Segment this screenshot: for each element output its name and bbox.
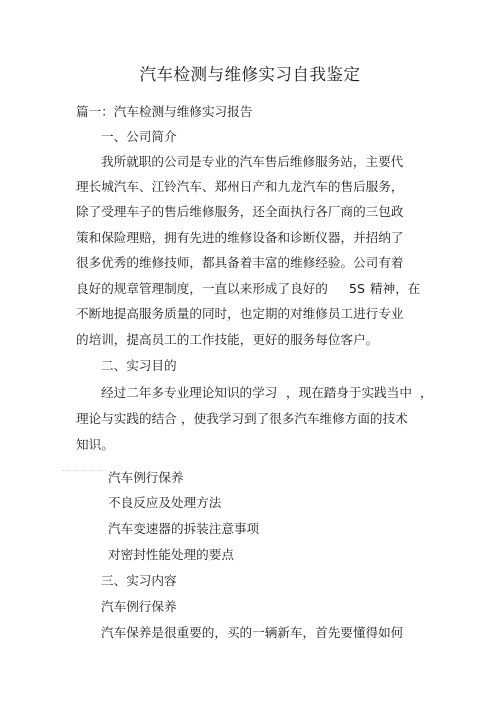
paragraph-term: 5S xyxy=(349,281,365,296)
heading-purpose: 二、实习目的 xyxy=(101,358,177,373)
divider xyxy=(62,470,106,471)
paragraph-line: 理论与实践的结合 xyxy=(76,411,177,426)
topic-item: 汽车例行保养 xyxy=(108,470,184,485)
subheading: 汽车例行保养 xyxy=(101,599,177,614)
paragraph-line: ， xyxy=(420,385,433,400)
paragraph-line: ，现在踏身于实践当中 xyxy=(286,385,412,400)
paragraph-line: 经过二年多专业理论知识的学习 xyxy=(101,385,278,400)
paragraph-line: 很多优秀的维修技师，都具备着丰富的维修经验。公司有着 xyxy=(76,255,404,270)
paragraph-line: 知识。 xyxy=(76,437,114,452)
paragraph-line: 理长城汽车、江铃汽车、郑州日产和九龙汽车的售后服务， xyxy=(76,179,404,194)
paragraph-line: 除了受理车子的售后维修服务，还全面执行各厂商的三包政 xyxy=(76,204,404,219)
paragraph-line: 精神，在 xyxy=(370,281,421,296)
paragraph-line: 不断地提高服务质量的同时，也定期的对维修员工进行专业 xyxy=(76,306,404,321)
paragraph-line: 汽车保养是很重要的，买的一辆新车，首先要懂得如何 xyxy=(101,625,404,640)
section-label: 篇一：汽车检测与维修实习报告 xyxy=(76,104,253,119)
paragraph-line: 我所就职的公司是专业的汽车售后维修服务站，主要代 xyxy=(101,154,404,169)
heading-company-intro: 一、公司简介 xyxy=(101,129,177,144)
paragraph-line: 良好的规章管理制度，一直以来形成了良好的 xyxy=(76,281,328,296)
paragraph-line: 策和保险理赔，拥有先进的维修设备和诊断仪器，并招纳了 xyxy=(76,230,404,245)
topic-item: 汽车变速器的拆装注意事项 xyxy=(108,521,260,536)
paragraph-line: ，使我学习到了很多汽车维修方面的技术 xyxy=(181,411,408,426)
document-title: 汽车检测与维修实习自我鉴定 xyxy=(139,65,361,84)
topic-item: 不良反应及处理方法 xyxy=(108,495,222,510)
paragraph-line: 的培训，提高员工的工作技能，更好的服务每位客户。 xyxy=(76,332,379,347)
heading-content: 三、实习内容 xyxy=(101,573,177,588)
topic-item: 对密封性能处理的要点 xyxy=(108,547,234,562)
